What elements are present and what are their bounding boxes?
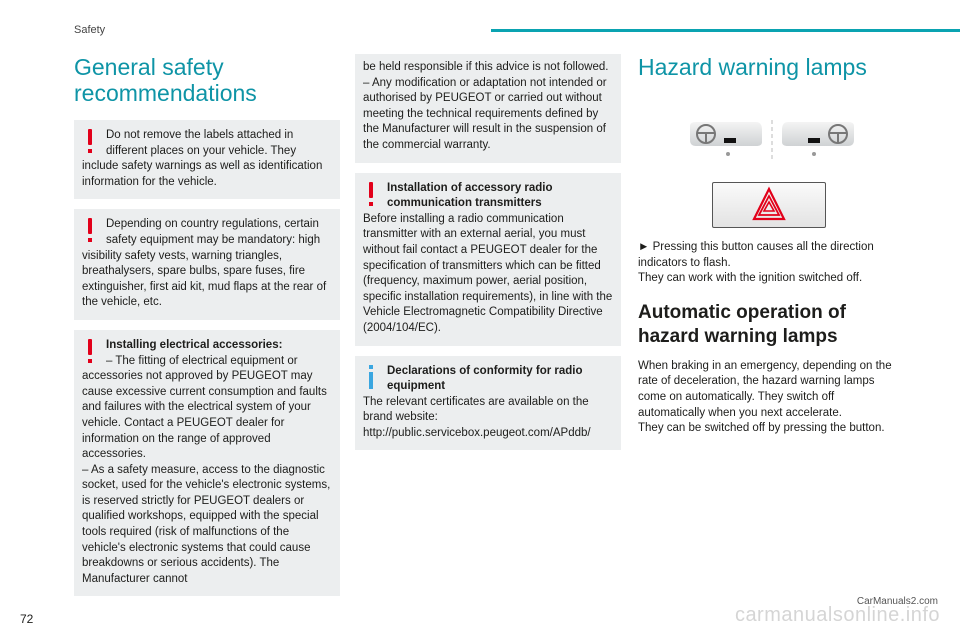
header-accent-bar	[491, 29, 960, 32]
press-text: ► Pressing this button causes all the direction indicators to flash.	[638, 241, 874, 269]
info-box-conformity	[355, 356, 621, 451]
column-middle	[355, 54, 621, 460]
auto-text-2: They can be switched off by pressing the button.	[638, 422, 885, 435]
warning-icon	[363, 182, 379, 212]
box-line: – Any modification or adaptation not intended or authorised by PEUGEOT or carried out without meeting the technical requirements defined by the Manufacturer will result in the suspension of the commercial warranty.	[363, 76, 607, 151]
dashboard-location-icon	[688, 120, 868, 164]
box-line: be held responsible if this advice is not followed.	[363, 61, 609, 73]
general-safety-title: General safety recommendations	[74, 54, 257, 106]
hazard-title: Hazard warning lamps	[638, 54, 867, 80]
box-heading: Declarations of conformity for radio equipment	[387, 364, 583, 393]
box-text: Do not remove the labels attached in different places on your vehicle. They include safety warnings as well as identification information for the vehicle.	[82, 129, 323, 188]
auto-text-1: When braking in an emergency, depending on the rate of deceleration, the hazard warning lamps come on automatically. They switch off automatically when you next accelerate.	[638, 359, 892, 419]
box-heading: Installation of accessory radio communication transmitters	[387, 181, 553, 210]
box-text: Before installing a radio communication transmitter with an external aerial, you must without fail contact a PEUGEOT dealer for the specification of transmitters which can be fitted (frequency, maximum power, aerial position, specific installation requirements), in line with the Vehicle Electromagnetic Compatibility Directive (2004/104/EC).	[363, 212, 613, 334]
hazard-triangle-icon	[713, 183, 825, 227]
warning-icon	[82, 218, 98, 248]
info-icon	[363, 365, 379, 395]
box-line: – As a safety measure, access to the diagnostic socket, used for the vehicle's electronic systems, is reserved strictly for PEUGEOT dealers or qualified workshops, equipped with the special tools required (risk of malfunctions of the vehicle's electronic systems that could cause breakdowns or serious accidents). The Manufacturer cannot	[82, 463, 331, 585]
box-line: http://public.servicebox.peugeot.com/APddb/	[363, 426, 591, 439]
box-text: Depending on country regulations, certain safety equipment may be mandatory: high visibility safety vests, warning triangles, breathalysers, spare bulbs, spare fuses, fire extinguisher, first aid kit, mud flaps at the rear of the vehicle, etc.	[82, 218, 327, 309]
auto-operation-title: Automatic operation of hazard warning lamps	[638, 301, 846, 347]
watermark-small: CarManuals2.com	[856, 596, 938, 607]
section-header: Safety	[74, 24, 106, 36]
column-left	[74, 54, 340, 606]
warning-icon	[82, 339, 98, 369]
warning-box-equipment	[74, 209, 340, 320]
ignition-text: They can work with the ignition switched off.	[638, 272, 863, 285]
dashboard-illustration	[688, 120, 868, 164]
warning-box-radio	[355, 173, 621, 346]
warning-box-electrical	[74, 330, 340, 597]
warning-box-labels	[74, 120, 340, 199]
column-right	[638, 54, 898, 437]
box-line: – The fitting of electrical equipment or accessories not approved by PEUGEOT may cause excessive current consumption and faults and failures with the electrical system of your vehicle. Contact a PEUGEOT dealer for information on the range of approved accessories.	[82, 354, 327, 461]
warning-icon	[82, 129, 98, 159]
warning-box-continued	[355, 54, 621, 163]
watermark-large: carmanualsonline.info	[734, 604, 940, 626]
box-line: The relevant certificates are available on the brand website:	[363, 395, 589, 424]
page-number: 72	[20, 612, 34, 626]
hazard-button-illustration	[712, 182, 826, 228]
box-heading: Installing electrical accessories:	[106, 338, 283, 351]
